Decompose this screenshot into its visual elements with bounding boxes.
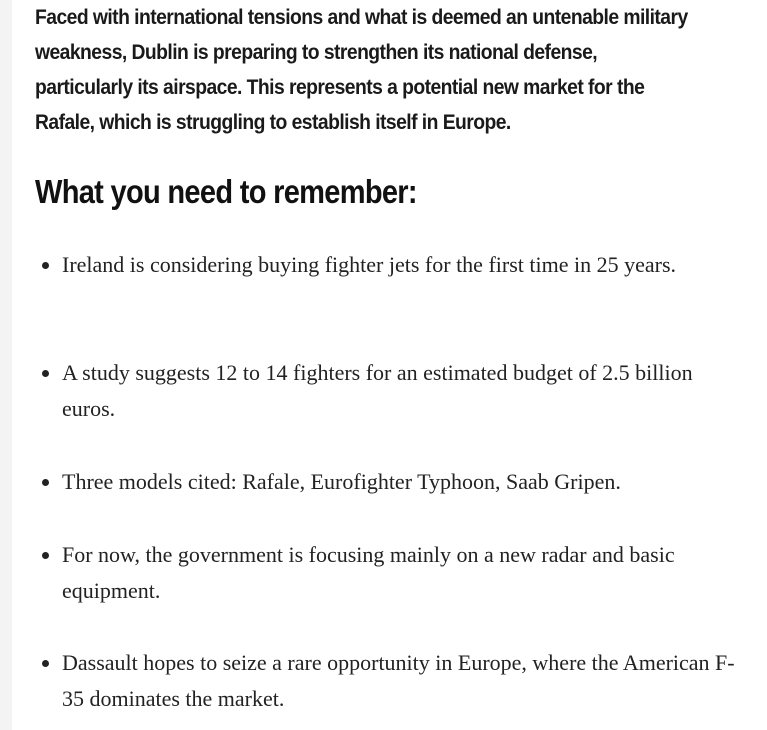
list-item — [62, 537, 742, 609]
list-item-text: A study suggests 12 to 14 fighters for an estimated budget of 2.5 billion euros. — [62, 360, 693, 421]
list-item-text: For now, the government is focusing mainly on a new radar and basic equipment. — [62, 542, 675, 603]
list-item — [62, 464, 742, 500]
left-margin-strip — [0, 0, 12, 730]
list-item — [62, 247, 742, 283]
list-item-text: Dassault hopes to seize a rare opportunity in Europe, where the American F-35 dominates the market. — [62, 650, 735, 711]
list-item-text: Three models cited: Rafale, Eurofighter Typhoon, Saab Gripen. — [62, 469, 621, 494]
list-item — [62, 355, 742, 427]
bullet-icon — [42, 370, 49, 377]
bullet-icon — [42, 262, 49, 269]
bullet-icon — [42, 479, 49, 486]
bullet-icon — [42, 660, 49, 667]
list-item — [62, 645, 742, 717]
summary-heading: What you need to remember: — [35, 173, 417, 210]
bullet-icon — [42, 552, 49, 559]
article-lead-paragraph: Faced with international tensions and what is deemed an untenable military weakness, Dublin is preparing to strengthen its national defense, particularly its airspace. This represents a potential new market for the Rafale, which is struggling to establish itself in Europe. — [35, 6, 688, 134]
list-item-text: Ireland is considering buying fighter jets for the first time in 25 years. — [62, 252, 677, 277]
